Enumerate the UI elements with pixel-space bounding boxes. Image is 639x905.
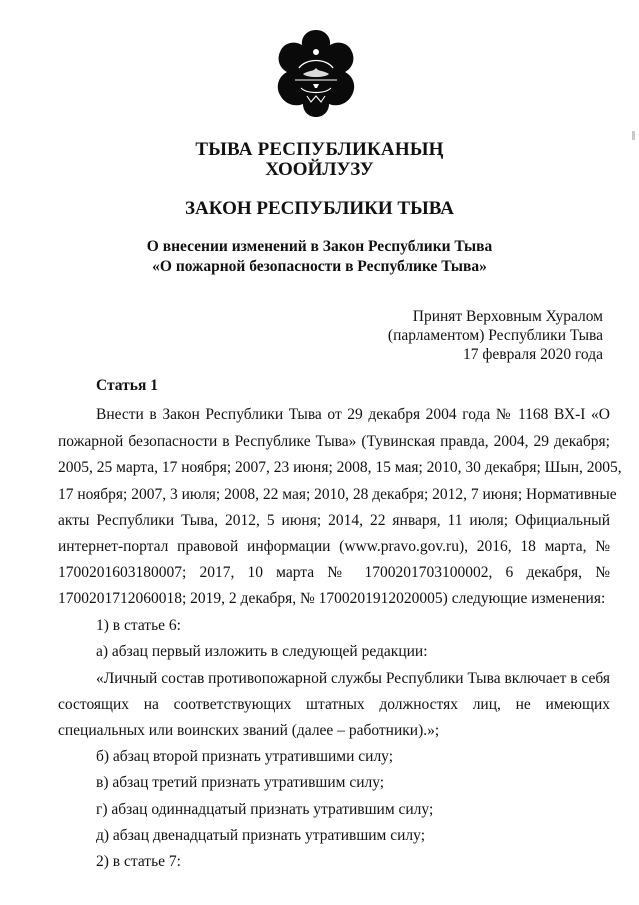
article-text-line: интернет-портал правовой информации (www.pravo.gov.ru), 2016, 18 марта, №	[58, 538, 610, 555]
article-text-line: 2005, 25 марта, 17 ноября; 2007, 23 июня; 2008, 15 мая; 2010, 30 декабря; Шын, 2005,	[58, 459, 622, 476]
article-text-line: акты Республики Тыва, 2012, 5 июня; 2014, 22 января, 11 июля; Официальный	[58, 512, 610, 529]
article-text-line: 17 ноября; 2007, 3 июля; 2008, 22 мая; 2010, 28 декабря; 2012, 7 июня; Нормативные	[58, 486, 617, 503]
list-item-1e: д) абзац двенадцатый признать утратившим силу;	[96, 827, 426, 844]
coat-of-arms-emblem-icon	[273, 28, 359, 118]
quote-text-line: «Личный состав противопожарной службы Республики Тыва включает в себя	[96, 670, 610, 687]
article-title: Статья 1	[96, 377, 158, 394]
quote-text-line: специальных или воинских званий (далее – работники).»;	[58, 722, 440, 739]
law-subtitle-line1: О внесении изменений в Закон Республики Тыва	[146, 238, 493, 255]
list-item-1d: г) абзац одиннадцатый признать утратившим силу;	[96, 801, 434, 818]
adopted-by-line1: Принят Верховным Хуралом	[412, 308, 603, 325]
law-title: ЗАКОН РЕСПУБЛИКИ ТЫВА	[185, 198, 454, 219]
article-text-line: Внести в Закон Республики Тыва от 29 декабря 2004 года № 1168 ВХ-I «О	[96, 406, 610, 423]
article-text-line: 1700201712060018; 2019, 2 декабря, № 1700201912020005) следующие изменения:	[58, 590, 606, 607]
quote-text-line: состоящих на соответствующих штатных должностях лиц, не имеющих	[58, 696, 610, 713]
republic-title-line2: ХООЙЛУЗУ	[265, 159, 374, 180]
list-item-1: 1) в статье 6:	[96, 617, 181, 634]
list-item-2: 2) в статье 7:	[96, 853, 181, 870]
adoption-date: 17 февраля 2020 года	[462, 346, 603, 363]
article-text-line: 1700201603180007; 2017, 10 марта № 1700201703100002, 6 декабря, №	[58, 564, 610, 581]
list-item-1a: а) абзац первый изложить в следующей редакции:	[96, 643, 428, 660]
law-subtitle-line2: «О пожарной безопасности в Республике Тыва»	[152, 258, 487, 275]
article-text-line: пожарной безопасности в Республике Тыва» (Тувинская правда, 2004, 29 декабря;	[58, 433, 610, 450]
list-item-1b: б) абзац второй признать утратившими силу;	[96, 748, 394, 765]
list-item-1c: в) абзац третий признать утратившим силу;	[96, 774, 385, 791]
adopted-by-line2: (парламентом) Республики Тыва	[387, 327, 603, 344]
republic-title-line1: ТЫВА РЕСПУБЛИКАНЫҢ	[195, 139, 444, 160]
